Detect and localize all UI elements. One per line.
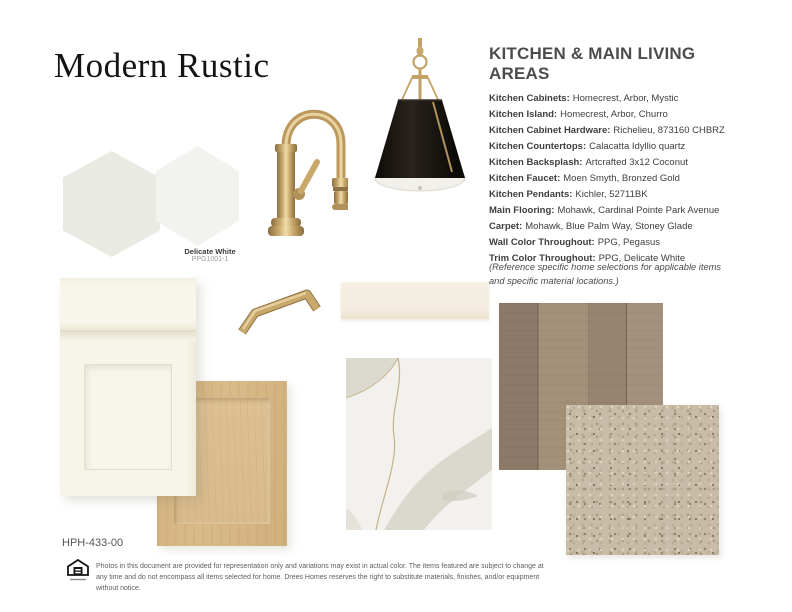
spec-label: Main Flooring:	[489, 205, 555, 216]
spec-value: PPG, Pegasus	[597, 237, 661, 248]
spec-value: Richelieu, 873160 CHBRZ	[613, 125, 725, 136]
spec-row-countertops	[489, 141, 759, 152]
paint-swatch-label	[158, 247, 262, 265]
paint-swatch-code: PPG1001-1	[191, 256, 229, 264]
spec-row-cabinet-hardware	[489, 125, 759, 136]
white-cabinet-door-image	[60, 278, 196, 496]
spec-value: Artcrafted 3x12 Coconut	[585, 157, 688, 168]
spec-value: Homecrest, Arbor, Mystic	[572, 93, 679, 104]
document-code: HPH-433-00	[62, 537, 124, 549]
spec-label: Kitchen Cabinets:	[489, 93, 570, 104]
spec-value: Mohawk, Cardinal Pointe Park Avenue	[557, 205, 720, 216]
page-title: Modern Rustic	[54, 46, 270, 85]
spec-value: Calacatta Idyllio quartz	[589, 141, 686, 152]
spec-row-backsplash	[489, 157, 759, 168]
spec-row-pendants	[489, 189, 759, 200]
white-cabinet-center-panel	[84, 364, 172, 470]
spec-value: Moen Smyth, Bronzed Gold	[563, 173, 680, 184]
paint-swatch-hex-left	[63, 151, 160, 257]
spec-value: Homecrest, Arbor, Churro	[560, 109, 668, 120]
quartz-veining-art	[346, 358, 492, 530]
spec-list	[489, 93, 759, 264]
spec-row-kitchen-cabinets	[489, 93, 759, 104]
equal-housing-icon	[66, 558, 90, 582]
spec-label: Kitchen Faucet:	[489, 173, 561, 184]
carpet-sample	[566, 405, 719, 555]
spec-label: Kitchen Countertops:	[489, 141, 587, 152]
spec-label: Carpet:	[489, 221, 523, 232]
white-cabinet-rail-groove	[60, 332, 196, 341]
spec-row-main-flooring	[489, 205, 759, 216]
spec-row-wall-color	[489, 237, 759, 248]
disclaimer-text: Photos in this document are provided for representation only and variations may exist in actual color. The items featured are subject to change at any time and do not encompass all items selected for home. Drees Homes reserves the right to substitute materials, finishes, and/or equipment without notice.	[96, 563, 544, 592]
spec-row-carpet	[489, 221, 759, 232]
spec-label: Kitchen Backsplash:	[489, 157, 583, 168]
spec-value: Mohawk, Blue Palm Way, Stoney Glade	[525, 221, 693, 232]
spec-value: Kichler, 52711BK	[575, 189, 648, 200]
spec-value: PPG, Delicate White	[598, 253, 686, 264]
spec-row-kitchen-island	[489, 109, 759, 120]
spec-label: Kitchen Pendants:	[489, 189, 573, 200]
paint-swatch-name: Delicate White	[184, 247, 236, 256]
spec-label: Kitchen Island:	[489, 109, 558, 120]
paint-swatch-hex-right	[156, 146, 239, 246]
backsplash-tile-sample	[341, 282, 489, 319]
kitchen-faucet-image	[262, 94, 348, 240]
section-heading: KITCHEN & MAIN LIVING AREAS	[489, 44, 696, 83]
reference-note: (Reference specific home selections for applicable items and specific material locations.)	[489, 262, 722, 286]
kitchen-pendant-image	[367, 38, 473, 196]
spec-label: Wall Color Throughout:	[489, 237, 595, 248]
spec-row-faucet	[489, 173, 759, 184]
white-cabinet-drawer-front	[60, 278, 196, 332]
spec-label: Kitchen Cabinet Hardware:	[489, 125, 611, 136]
cabinet-pull-image	[228, 282, 324, 340]
spec-label: Trim Color Throughout:	[489, 253, 596, 264]
quartz-countertop-sample	[346, 358, 492, 530]
